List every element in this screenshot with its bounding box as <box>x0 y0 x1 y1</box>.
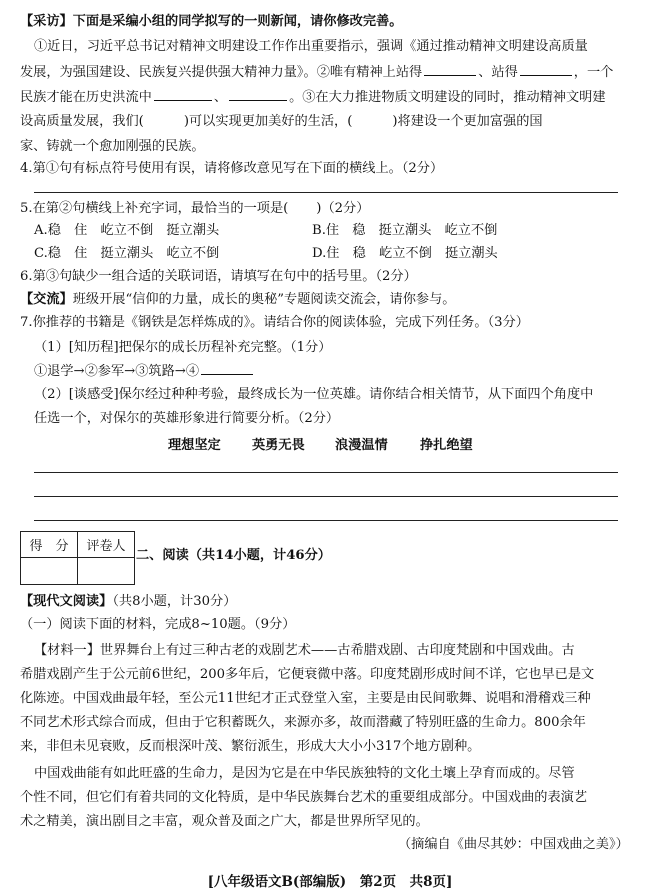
news-line-3-mid: 、 <box>213 90 228 105</box>
question-5 <box>20 200 369 218</box>
blank-stand-2[interactable] <box>520 63 572 76</box>
exchange-text: 班级开展“信仰的力量，成长的奥秘”专题阅读交流会，请你参与。 <box>72 292 456 307</box>
modern-reading-tag: 【现代文阅读】 <box>20 594 113 609</box>
question-7-sub2b: 任选一个，对保尔的英雄形象进行简要分析。（2分） <box>34 411 340 426</box>
news-line-1: ①近日，习近平总书记对精神文明建设工作作出重要指示，强调《通过推动精神文明建设高质量 <box>34 39 588 54</box>
angle-ideal[interactable]: 理想坚定 <box>168 438 221 453</box>
blank-stand-1[interactable] <box>424 63 476 76</box>
question-5-end: )（2分） <box>316 201 370 216</box>
material-line-5: 来，非但未见衰败，反而根深叶茂、繁衍派生，形成大大小小317个地方剧种。 <box>20 739 481 754</box>
angle-romantic[interactable]: 浪漫温情 <box>335 438 388 453</box>
question-7-sub2a: （2）[谈感受]保尔经过种种考验，最终成长为一位英雄。请你结合相关情节，从下面四个角度中 <box>34 387 594 402</box>
news-line-3-text: 民族才能在历史洪流中 <box>20 90 152 105</box>
modern-reading-heading <box>20 593 236 611</box>
news-line-4b: )可以实现更加美好的生活，( <box>183 114 353 129</box>
growth-flow-text: ①退学→②参军→③筑路→④ <box>34 364 200 379</box>
growth-flow <box>34 362 255 381</box>
modern-reading-text: （共8小题，计30分） <box>112 594 237 609</box>
question-5-text: 5.在第②句横线上补充字词，最恰当的一项是( <box>20 201 289 216</box>
material-line-2: 希腊戏剧产生于公元前6世纪，200多年后，它便衰微中落。印度梵剧形成时间不详，它也早已是文 <box>20 667 595 682</box>
material-line-6: 中国戏曲能有如此旺盛的生命力，是因为它是在中华民族独特的文化土壤上孕育而成的。尽管 <box>34 766 575 781</box>
option-b[interactable]: B.住 稳 挺立潮头 屹立不倒 <box>312 223 498 238</box>
interview-intro <box>20 13 402 31</box>
news-line-4a: 设高质量发展，我们( <box>20 114 144 129</box>
material-line-8: 术之精美，演出剧目之丰富，观众普及面之广大，都是世界所罕见的。 <box>20 814 429 829</box>
section-2-title: 二、阅读（共14小题，计46分） <box>136 548 331 563</box>
material-line-4: 不同艺术形式综合而成，但由于它积蓄既久，来源亦多，故而潜藏了特别旺盛的生命力。800余年 <box>20 715 586 730</box>
score-box <box>20 531 135 585</box>
news-line-2-mid: 、站得 <box>478 65 518 80</box>
exchange-tag: 【交流】 <box>20 292 73 307</box>
answer-line-q4[interactable] <box>34 192 618 193</box>
question-6: 6.第③句缺少一组合适的关联词语，请填写在句中的括号里。（2分） <box>20 269 417 284</box>
question-7: 7.你推荐的书籍是《钢铁是怎样炼成的》。请结合你的阅读体验，完成下列任务。（3分） <box>20 315 529 330</box>
question-7-sub1: （1）[知历程]把保尔的成长历程补充完整。（1分） <box>34 340 332 355</box>
news-line-2 <box>20 63 613 82</box>
material-line-1: 【材料一】世界舞台上有过三种古老的戏剧艺术——古希腊戏剧、古印度梵剧和中国戏曲。古 <box>34 643 575 658</box>
angle-brave[interactable]: 英勇无畏 <box>252 438 305 453</box>
page-footer: [八年级语文B(部编版) 第2页 共8页] <box>207 874 453 890</box>
grader-label: 评卷人 <box>78 532 135 558</box>
news-line-4 <box>20 113 543 131</box>
material-line-3: 化陈迹。中国戏曲最年轻，至公元11世纪才正式登堂入室，主要是由民间歌舞、说唱和滑稽戏三种 <box>20 691 591 706</box>
score-label: 得 分 <box>21 532 78 558</box>
material-source: （摘编自《曲尽其妙：中国戏曲之美》） <box>398 837 629 852</box>
score-cell[interactable] <box>21 558 78 585</box>
news-line-3 <box>20 88 606 107</box>
option-d[interactable]: D.住 稳 屹立不倒 挺立潮头 <box>312 246 498 261</box>
reading-section-1: （一）阅读下面的材料，完成8~10题。（9分） <box>20 617 296 632</box>
question-4: 4.第①句有标点符号使用有误，请将修改意见写在下面的横线上。（2分） <box>20 161 444 176</box>
answer-line-q7-3[interactable] <box>34 520 618 521</box>
interview-intro-text: 下面是采编小组的同学拟写的一则新闻，请你修改完善。 <box>72 14 403 29</box>
news-line-2-end: ，一个 <box>573 65 614 80</box>
news-line-5: 家、铸就一个愈加刚强的民族。 <box>20 139 205 154</box>
grader-cell[interactable] <box>78 558 135 585</box>
material-line-7: 个性不同，但它们有着共同的文化特质，是中华民族舞台艺术的重要组成部分。中国戏曲的表演艺 <box>20 790 588 805</box>
answer-line-q7-1[interactable] <box>34 472 618 473</box>
news-line-2-text: 发展，为强国建设、民族复兴提供强大精神力量》。②唯有精神上站得 <box>20 65 423 80</box>
option-a[interactable]: A.稳 住 屹立不倒 挺立潮头 <box>34 223 220 238</box>
blank-growth-step-4[interactable] <box>201 362 253 375</box>
news-line-3-end: 。③在大力推进物质文明建设的同时，推动精神文明建 <box>289 90 606 105</box>
blank-idiom-1[interactable] <box>154 88 212 101</box>
answer-line-q7-2[interactable] <box>34 496 618 497</box>
blank-idiom-2[interactable] <box>229 88 287 101</box>
angle-struggle[interactable]: 挣扎绝望 <box>420 438 473 453</box>
news-line-4c: )将建设一个更加富强的国 <box>392 114 543 129</box>
interview-tag: 【采访】 <box>20 14 73 29</box>
option-c[interactable]: C.稳 住 挺立潮头 屹立不倒 <box>34 246 220 261</box>
exchange-intro <box>20 291 455 309</box>
